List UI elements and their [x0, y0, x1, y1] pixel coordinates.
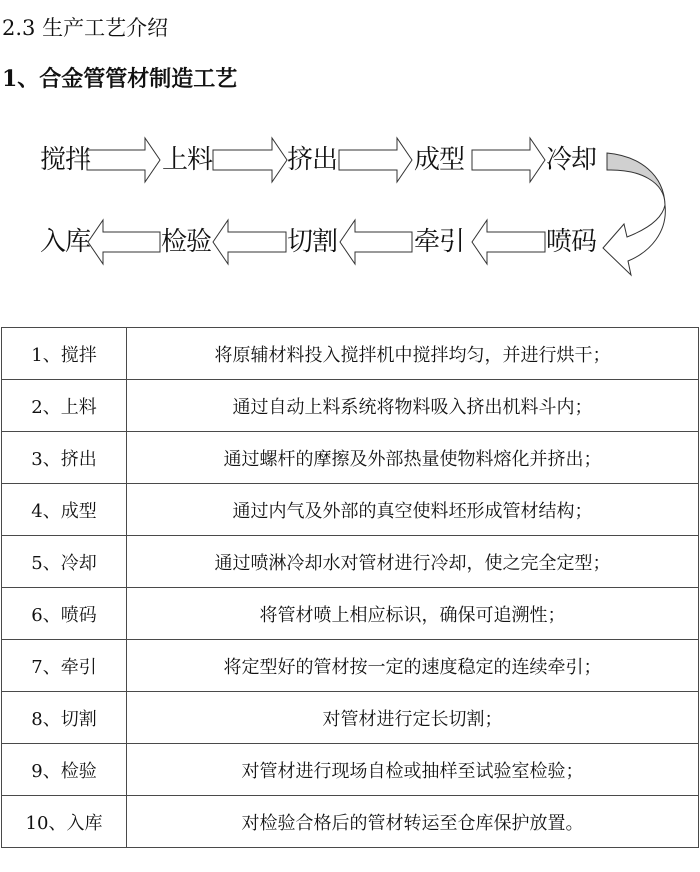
- flow-step-traction: 牵引: [414, 227, 465, 257]
- flow-step-storage: 入库: [40, 227, 91, 257]
- flow-step-inspection: 检验: [161, 227, 212, 257]
- table-row: [2, 432, 699, 484]
- right-arrow-icon: [87, 138, 160, 182]
- process-steps-table: [1, 327, 699, 848]
- table-row: [2, 328, 699, 380]
- step-description-cell: 对检验合格后的管材转运至仓库保护放置。: [127, 796, 699, 848]
- step-name-cell: 10、入库: [2, 796, 127, 848]
- left-arrow-icon: [472, 220, 545, 264]
- table-row: [2, 536, 699, 588]
- step-description-cell: 将原辅材料投入搅拌机中搅拌均匀，并进行烘干；: [127, 328, 699, 380]
- flow-step-feeding: 上料: [162, 145, 213, 175]
- right-arrow-icon: [213, 138, 287, 182]
- step-name-cell: 3、挤出: [2, 432, 127, 484]
- step-name-cell: 6、喷码: [2, 588, 127, 640]
- step-name-cell: 7、牵引: [2, 640, 127, 692]
- table-row: [2, 588, 699, 640]
- table-row: [2, 692, 699, 744]
- table-row: [2, 640, 699, 692]
- step-name-cell: 9、检验: [2, 744, 127, 796]
- section-title: 2.3 生产工艺介绍: [2, 16, 169, 40]
- curved-arrow-icon: [603, 153, 665, 275]
- step-name-cell: 8、切割: [2, 692, 127, 744]
- step-name-cell: 1、搅拌: [2, 328, 127, 380]
- right-arrow-icon: [472, 138, 545, 182]
- left-arrow-icon: [213, 220, 286, 264]
- flow-step-forming: 成型: [414, 145, 465, 175]
- step-name-cell: 2、上料: [2, 380, 127, 432]
- table-row: [2, 484, 699, 536]
- flow-step-cutting: 切割: [287, 227, 338, 257]
- left-arrow-icon: [88, 220, 160, 264]
- process-flow-diagram: [0, 120, 700, 300]
- step-name-cell: 4、成型: [2, 484, 127, 536]
- step-description-cell: 通过自动上料系统将物料吸入挤出机料斗内；: [127, 380, 699, 432]
- flow-step-coding: 喷码: [546, 227, 597, 257]
- step-description-cell: 对管材进行定长切割；: [127, 692, 699, 744]
- flow-step-cooling: 冷却: [546, 145, 597, 175]
- step-description-cell: 对管材进行现场自检或抽样至试验室检验；: [127, 744, 699, 796]
- flow-step-mixing: 搅拌: [40, 145, 91, 175]
- table-row: [2, 744, 699, 796]
- step-description-cell: 将管材喷上相应标识，确保可追溯性；: [127, 588, 699, 640]
- step-name-cell: 5、冷却: [2, 536, 127, 588]
- subsection-title: 1、合金管管材制造工艺: [2, 66, 238, 92]
- left-arrow-icon: [340, 220, 412, 264]
- step-description-cell: 通过喷淋冷却水对管材进行冷却，使之完全定型；: [127, 536, 699, 588]
- step-description-cell: 通过内气及外部的真空使料坯形成管材结构；: [127, 484, 699, 536]
- table-row: [2, 380, 699, 432]
- step-description-cell: 通过螺杆的摩擦及外部热量使物料熔化并挤出；: [127, 432, 699, 484]
- flow-step-extrusion: 挤出: [287, 145, 338, 175]
- table-row: [2, 796, 699, 848]
- step-description-cell: 将定型好的管材按一定的速度稳定的连续牵引；: [127, 640, 699, 692]
- right-arrow-icon: [339, 138, 412, 182]
